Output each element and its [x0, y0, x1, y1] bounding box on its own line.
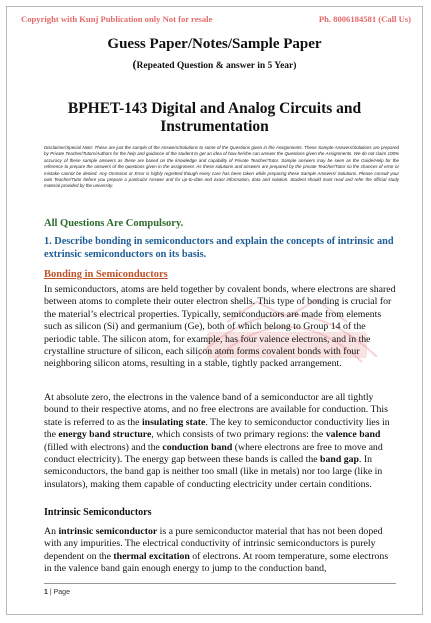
text-run: (filled with electrons) and the	[44, 441, 163, 453]
bold-term: energy band structure	[58, 429, 152, 441]
text-run: is a pure semiconductor material that has not been doped with any impurities. The electrical conductivity of intrinsic semiconductors is purely dependent on the	[44, 526, 383, 562]
footer-separator: |	[47, 589, 54, 596]
paragraph-intrinsic	[44, 526, 396, 576]
compulsory-note: All Questions Are Compulsory.	[44, 218, 184, 229]
bold-term: insulating state	[141, 416, 206, 428]
text-run: (where electrons are free to move and conduct electricity). The energy gap between these bands is called the	[44, 441, 383, 466]
text-run: . In semiconductors, the band gap is neither too small (like in metals) nor too large (like in insulators), making them capable of conducting electricity under certain conditions.	[44, 454, 383, 490]
subtitle-open-paren: (	[132, 57, 137, 71]
paragraph-band-structure	[44, 392, 396, 491]
text-run: An	[44, 526, 59, 537]
course-title: BPHET-143 Digital and Analog Circuits and Instrumentation	[67, 100, 362, 135]
bold-term: thermal excitation	[113, 550, 190, 562]
copyright-line	[21, 14, 411, 24]
page-footer	[44, 589, 70, 596]
text-run: , which consists of two primary regions: the	[151, 429, 326, 441]
page-number: 1	[44, 589, 48, 596]
header-subtitle	[7, 57, 422, 72]
text-run: of electrons. At room temperature, some electrons in the valence band gain enough energy to jump to the conduction band,	[44, 550, 389, 575]
text-run: At absolute zero, the electrons in the valence band of a semiconductor are all tightly bound to their respective atoms, and no free electrons are available for conduction. This state is referred to as the	[44, 392, 388, 428]
section-heading-bonding: Bonding in Semiconductors	[44, 269, 168, 280]
text-run: . The key to semiconductor conductivity lies in the	[44, 416, 390, 441]
bold-term: valence band	[325, 429, 381, 441]
disclaimer-text: Disclaimer/Special Note: These are just the sample of the Answers/Solutions to some of the Questions given in the Assignments. These Sample Answers/Solutions are prepared by Private Teacher/Tutors/Authors for the help and guidance of the student to get an idea of how he/she can answer the Questions given the Assignments. We do not claim 100% accuracy of these sample answers as these are based on the knowledge and capability of Private Teacher/Tutor. Sample answers may be seen as the Guide/Help for the reference to prepare the answers of the questions given in the assignment. As these solutions and answers are prepared by the private Teacher/Tutor so the chances of error or mistake cannot be denied. Any Omission or Error is highly regretted though every care has been taken while preparing these Sample Answers/ Solutions. Please consult your own Teacher/Tutor before you prepare a particular Answer and for up-to-date and exact information, data and solution. Student should must read and refer the official study material provided by the university.	[44, 145, 399, 189]
subtitle-close-paren: )	[293, 61, 297, 71]
bold-term: conduction band	[162, 441, 233, 453]
footer-divider	[44, 583, 396, 584]
subtitle-text: Repeated Question & answer in 5 Year	[136, 61, 294, 71]
subheading-intrinsic: Intrinsic Semiconductors	[44, 507, 152, 518]
header-title: Guess Paper/Notes/Sample Paper	[107, 36, 322, 52]
copyright-text: Copyright with Kunj Publication only Not for resale	[21, 14, 213, 24]
phone-text: Ph. 8006184581 (Call Us)	[318, 14, 411, 24]
bold-term: band gap	[320, 454, 359, 466]
bold-term: intrinsic semiconductor	[58, 526, 158, 537]
question-1: 1. Describe bonding in semiconductors and explain the concepts of intrinsic and extrinsic semiconductors on its basis.	[44, 236, 394, 260]
paragraph-bonding: In semiconductors, atoms are held together by covalent bonds, where electrons are shared between atoms to complete their outer electron shells. This type of bonding is crucial for the material’s electrical properties. Typically, semiconductors are made from elements such as silicon (Si) and germanium (Ge), both of which belong to Group 14 of the periodic table. The silicon atom, for example, has four valence electrons, and in the crystalline structure of silicon, each silicon atom forms covalent bonds with four neighboring silicon atoms, resulting in a stable, tightly packed arrangement.	[44, 284, 396, 370]
page-word: Page	[53, 589, 70, 596]
document-page	[6, 6, 423, 615]
